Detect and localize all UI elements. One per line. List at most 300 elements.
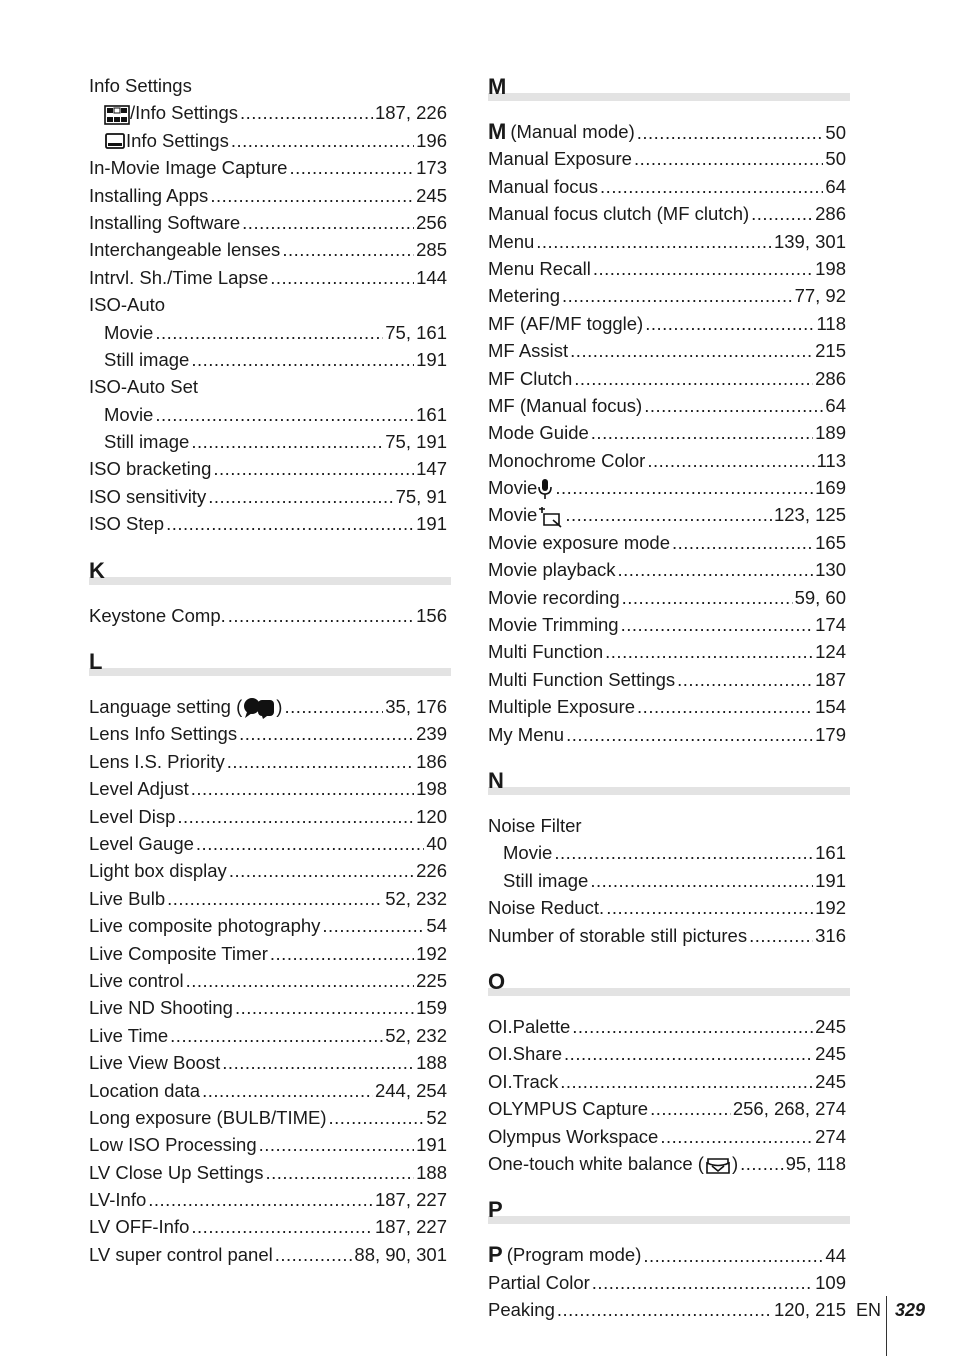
index-entry — [488, 1150, 846, 1177]
entry-label: Intrvl. Sh./Time Lapse — [89, 266, 269, 288]
leader-dots — [677, 666, 813, 693]
entry-label: Level Disp — [89, 805, 176, 827]
leader-dots — [574, 365, 813, 392]
leader-dots — [227, 748, 414, 775]
leader-dots — [644, 392, 823, 419]
grid-playback-icon — [104, 99, 130, 126]
right-column — [488, 72, 846, 1323]
page-ref: 187, 227 — [374, 1216, 447, 1238]
page-ref: 187 — [815, 668, 846, 690]
page-ref: 245 — [815, 1070, 846, 1092]
section-bar — [488, 988, 850, 996]
leader-dots — [166, 510, 414, 537]
leader-dots — [222, 1049, 414, 1076]
page-ref: 88, 90, 301 — [354, 1243, 447, 1265]
entry-label: Manual Exposure — [488, 148, 632, 170]
entry-label: ISO-Auto — [89, 294, 166, 316]
page-ref: 286 — [815, 367, 846, 389]
page-ref: 244, 254 — [374, 1079, 447, 1101]
leader-dots — [322, 912, 424, 939]
leader-dots — [202, 1077, 373, 1104]
leader-dots — [228, 602, 414, 629]
entry-label: Lens Info Settings — [89, 723, 238, 745]
entry-label: Low ISO Processing — [89, 1134, 257, 1156]
entry-label: Level Adjust — [89, 778, 189, 800]
entry-label: Live Time — [89, 1024, 169, 1046]
index-entry — [488, 419, 846, 446]
page-ref: 186 — [416, 750, 447, 772]
page-ref: 95, 118 — [785, 1152, 846, 1174]
page-ref: 124 — [815, 641, 846, 663]
leader-dots — [554, 839, 813, 866]
index-entry — [488, 392, 846, 419]
index-entry — [89, 1104, 447, 1131]
page-ref: 59, 60 — [794, 586, 846, 608]
index-entry — [488, 474, 846, 501]
leader-dots — [647, 447, 814, 474]
leader-dots — [621, 611, 814, 638]
index-entry — [488, 922, 846, 949]
section-letter: M — [488, 74, 507, 99]
entry-label: Movie Trimming — [488, 614, 619, 636]
index-entry — [488, 255, 846, 282]
page-ref: 169 — [815, 477, 846, 499]
index-entry — [488, 812, 846, 839]
entry-label: LV Close Up Settings — [89, 1161, 264, 1183]
leader-dots — [235, 994, 414, 1021]
entry-label: Multi Function Settings — [488, 668, 676, 690]
section-header — [488, 766, 846, 802]
index-entry — [89, 264, 447, 291]
index-entry — [89, 830, 447, 857]
page-ref: 274 — [815, 1125, 846, 1147]
entry-label: Multiple Exposure — [488, 696, 636, 718]
index-entry — [89, 857, 447, 884]
page-ref: 44 — [825, 1245, 846, 1267]
index-entry — [89, 803, 447, 830]
index-entry — [488, 1241, 846, 1268]
index-entry — [89, 1241, 447, 1268]
entry-label: MF (Manual focus) — [488, 394, 643, 416]
page-ref: 52, 232 — [385, 1024, 447, 1046]
index-entry — [89, 720, 447, 747]
page-ref: 174 — [815, 614, 846, 636]
leader-dots — [270, 264, 414, 291]
leader-dots — [590, 867, 813, 894]
index-entry — [488, 1040, 846, 1067]
entry-label: Multi Function — [488, 641, 604, 663]
entry-label: Olympus Workspace — [488, 1125, 659, 1147]
leader-dots — [643, 1242, 823, 1269]
leader-dots — [265, 1159, 414, 1186]
index-entry — [89, 401, 447, 428]
index-entry — [89, 1213, 447, 1240]
leader-dots — [289, 154, 414, 181]
entry-label: OI.Share — [488, 1043, 563, 1065]
footer-language: EN — [856, 1300, 882, 1320]
leader-dots — [196, 830, 425, 857]
section-header — [89, 556, 447, 592]
index-entry — [89, 455, 447, 482]
entry-label: Mode Guide — [488, 422, 589, 444]
page-ref: 123, 125 — [773, 504, 846, 526]
leader-dots — [634, 145, 823, 172]
page-ref: 77, 92 — [794, 285, 846, 307]
leader-dots — [177, 803, 414, 830]
entry-suffix: ) — [731, 1152, 739, 1174]
index-entry — [89, 99, 447, 126]
page-ref: 187, 227 — [374, 1189, 447, 1211]
leader-dots — [155, 319, 383, 346]
language-icon — [242, 693, 276, 720]
leader-dots — [284, 693, 383, 720]
entry-label: ISO sensitivity — [89, 485, 207, 507]
entry-label: Movie exposure mode — [488, 531, 671, 553]
entry-label: Number of storable still pictures — [488, 924, 748, 946]
index-entry — [89, 1159, 447, 1186]
footer-divider — [886, 1296, 887, 1356]
section-bar — [488, 787, 850, 795]
leader-dots — [566, 721, 813, 748]
page-ref: 64 — [825, 175, 846, 197]
leader-dots — [270, 940, 414, 967]
leader-dots — [191, 428, 383, 455]
index-entry — [89, 510, 447, 537]
page-ref: 50 — [825, 122, 846, 143]
leader-dots — [186, 967, 415, 994]
page-ref: 191 — [416, 513, 447, 535]
leader-dots — [229, 857, 414, 884]
section-header — [488, 1195, 846, 1231]
leader-dots — [564, 1040, 813, 1067]
entry-label: MF Clutch — [488, 367, 573, 389]
index-entry — [488, 556, 846, 583]
leader-dots — [282, 236, 414, 263]
index-entry — [488, 894, 846, 921]
page-ref: 75, 91 — [395, 485, 447, 507]
leader-dots — [536, 228, 772, 255]
page-ref: 245 — [416, 184, 447, 206]
page-ref: 316 — [815, 924, 846, 946]
entry-label: LV super control panel — [89, 1243, 273, 1265]
leader-dots — [645, 310, 814, 337]
index-entry — [89, 346, 447, 373]
leader-dots — [275, 1241, 353, 1268]
page-ref: 188 — [416, 1052, 447, 1074]
entry-label: Live Composite Timer — [89, 942, 268, 964]
entry-label: (Program mode) — [506, 1244, 642, 1266]
section-header — [488, 967, 846, 1003]
entry-label: Menu — [488, 230, 535, 252]
leader-dots — [231, 127, 414, 154]
entry-label: Still image — [104, 431, 190, 453]
entry-label: Still image — [503, 869, 589, 891]
page-ref: 256 — [416, 211, 447, 233]
section-letter: P — [488, 1197, 503, 1223]
entry-label: Keystone Comp. — [89, 604, 226, 626]
leader-dots — [637, 693, 813, 720]
leader-dots — [618, 556, 814, 583]
index-entry — [488, 721, 846, 748]
leader-dots — [572, 1013, 813, 1040]
page-ref: 50 — [825, 148, 846, 170]
entry-label: OI.Palette — [488, 1015, 571, 1037]
leader-dots — [600, 173, 823, 200]
page-ref: 226 — [416, 860, 447, 882]
index-entry — [488, 501, 846, 528]
index-entry — [89, 748, 447, 775]
entry-label: Noise Filter — [488, 814, 582, 836]
index-entry — [488, 1123, 846, 1150]
page-ref: 35, 176 — [385, 696, 447, 718]
index-entry — [89, 1186, 447, 1213]
index-entry — [488, 282, 846, 309]
page-ref: 161 — [416, 403, 447, 425]
entry-label: Level Gauge — [89, 832, 194, 854]
white-balance-icon — [704, 1150, 732, 1177]
entry-label: Movie — [104, 321, 154, 343]
index-entry — [89, 127, 447, 154]
index-entry — [488, 200, 846, 227]
leader-dots — [170, 1022, 383, 1049]
page-ref: 120 — [416, 805, 447, 827]
leader-dots — [749, 922, 813, 949]
page-ref: 239 — [416, 723, 447, 745]
entry-label: MF (AF/MF toggle) — [488, 312, 644, 334]
entry-label: Movie recording — [488, 586, 620, 608]
leader-dots — [570, 337, 813, 364]
leader-dots — [167, 885, 383, 912]
entry-label: Manual focus — [488, 175, 599, 197]
entry-label: Metering — [488, 285, 560, 307]
entry-suffix: ) — [276, 696, 283, 718]
leader-dots — [560, 1068, 813, 1095]
leader-dots — [191, 1213, 373, 1240]
page-ref: 179 — [815, 723, 846, 745]
page-ref: 52, 232 — [385, 887, 447, 909]
page-ref: 285 — [416, 239, 447, 261]
entry-label: Partial Color — [488, 1271, 590, 1293]
page-ref: 75, 191 — [385, 431, 447, 453]
page-ref: 286 — [815, 203, 846, 225]
movie-effect-icon — [537, 501, 563, 528]
entry-label: MF Assist — [488, 340, 569, 362]
index-entry — [488, 584, 846, 611]
page-ref: 130 — [815, 559, 846, 581]
page-ref: 144 — [416, 266, 447, 288]
entry-label: Movie — [503, 842, 553, 864]
section-bar — [89, 577, 451, 585]
index-entry — [488, 839, 846, 866]
index-entry — [488, 638, 846, 665]
leader-dots — [239, 720, 414, 747]
entry-label: Location data — [89, 1079, 201, 1101]
index-entry — [488, 1095, 846, 1122]
index-entry — [488, 447, 846, 474]
index-entry — [488, 365, 846, 392]
index-entry — [89, 885, 447, 912]
index-entry — [89, 182, 447, 209]
index-entry — [488, 867, 846, 894]
section-header — [89, 647, 447, 683]
entry-label: Movie — [488, 504, 538, 526]
entry-label: Noise Reduct. — [488, 897, 605, 919]
entry-label: LV OFF-Info — [89, 1216, 190, 1238]
index-entry — [488, 611, 846, 638]
entry-label: Live ND Shooting — [89, 997, 233, 1019]
mode-letter: P — [488, 1242, 503, 1268]
index-entry — [89, 775, 447, 802]
entry-label: Interchangeable lenses — [89, 239, 281, 261]
entry-label: Live control — [89, 969, 184, 991]
index-entry — [488, 529, 846, 556]
section-bar — [488, 93, 850, 101]
entry-label: Movie — [104, 403, 154, 425]
leader-dots — [592, 1269, 813, 1296]
section-bar — [488, 1216, 850, 1224]
section-letter: K — [89, 557, 105, 583]
page-ref: 256, 268, 274 — [732, 1098, 846, 1120]
section-letter: N — [488, 767, 504, 793]
entry-label: Light box display — [89, 860, 227, 882]
leader-dots — [650, 1095, 731, 1122]
entry-label: OLYMPUS Capture — [488, 1098, 649, 1120]
entry-label: LV-Info — [89, 1189, 147, 1211]
page-ref: 215 — [815, 340, 846, 362]
index-entry — [89, 1077, 447, 1104]
section-bar — [89, 668, 451, 676]
entry-label: Installing Software — [89, 211, 241, 233]
index-entry — [488, 693, 846, 720]
index-entry — [89, 602, 447, 629]
left-column — [89, 72, 447, 1268]
index-entry — [89, 1049, 447, 1076]
page-ref: 245 — [815, 1015, 846, 1037]
index-entry — [89, 236, 447, 263]
index-entry — [488, 1269, 846, 1296]
page-ref: 139, 301 — [773, 230, 846, 252]
leader-dots — [751, 200, 813, 227]
index-entry — [89, 940, 447, 967]
page-ref: 159 — [416, 997, 447, 1019]
entry-label: Info Settings — [126, 129, 229, 151]
entry-label: Movie playback — [488, 559, 616, 581]
entry-label: Peaking — [488, 1299, 555, 1321]
entry-label: Live composite photography — [89, 915, 321, 937]
page-ref: 196 — [416, 129, 447, 151]
index-entry — [488, 228, 846, 255]
section-letter: O — [488, 968, 506, 994]
leader-dots — [622, 584, 793, 611]
page-ref: 64 — [825, 394, 846, 416]
leader-dots — [259, 1131, 415, 1158]
leader-dots — [242, 209, 414, 236]
entry-label: /Info Settings — [130, 102, 238, 124]
index-entry — [488, 118, 846, 145]
index-entry — [488, 1296, 846, 1323]
microphone-icon — [537, 474, 553, 501]
page-ref: 118 — [816, 312, 846, 334]
page-ref: 40 — [426, 832, 447, 854]
leader-dots — [740, 1150, 784, 1177]
entry-label: Long exposure (BULB/TIME) — [89, 1106, 327, 1128]
page-ref: 109 — [815, 1271, 846, 1293]
leader-dots — [329, 1104, 425, 1131]
page-number: 329 — [895, 1300, 926, 1320]
entry-label: Language setting ( — [89, 696, 243, 718]
mode-letter: M — [488, 119, 507, 144]
page-ref: 147 — [416, 458, 447, 480]
leader-dots — [210, 182, 414, 209]
page-ref: 165 — [815, 531, 846, 553]
leader-dots — [606, 894, 813, 921]
index-entry — [89, 693, 447, 720]
index-entry — [89, 319, 447, 346]
page-ref: 54 — [426, 915, 447, 937]
leader-dots — [591, 419, 813, 446]
monitor-icon — [104, 127, 126, 154]
leader-dots — [660, 1123, 813, 1150]
leader-dots — [240, 99, 373, 126]
index-entry — [89, 291, 447, 318]
leader-dots — [148, 1186, 373, 1213]
index-entry — [488, 337, 846, 364]
index-entry — [89, 154, 447, 181]
index-entry — [89, 1131, 447, 1158]
index-entry — [89, 373, 447, 400]
entry-label: Movie — [488, 477, 538, 499]
entry-label: In-Movie Image Capture — [89, 157, 288, 179]
page-ref: 113 — [816, 449, 846, 471]
index-entry — [488, 310, 846, 337]
page-ref: 191 — [815, 869, 846, 891]
leader-dots — [672, 529, 813, 556]
entry-label: Menu Recall — [488, 257, 591, 279]
page-ref: 198 — [416, 778, 447, 800]
entry-label: (Manual mode) — [510, 121, 635, 142]
entry-label: Installing Apps — [89, 184, 209, 206]
leader-dots — [593, 255, 813, 282]
leader-dots — [605, 638, 813, 665]
index-entry — [89, 967, 447, 994]
entry-label: My Menu — [488, 723, 565, 745]
index-entry — [488, 1068, 846, 1095]
index-entry — [488, 666, 846, 693]
index-entry — [89, 72, 447, 99]
page-ref: 225 — [416, 969, 447, 991]
leader-dots — [155, 401, 414, 428]
leader-dots — [555, 474, 813, 501]
page-ref: 189 — [815, 422, 846, 444]
leader-dots — [191, 346, 414, 373]
entry-label: Live View Boost — [89, 1052, 221, 1074]
page-ref: 173 — [416, 157, 447, 179]
index-entry — [488, 145, 846, 172]
page-ref: 156 — [416, 604, 447, 626]
index-entry — [488, 173, 846, 200]
index-entry — [89, 994, 447, 1021]
index-entry — [89, 209, 447, 236]
index-entry — [89, 483, 447, 510]
index-entry — [89, 912, 447, 939]
leader-dots — [562, 282, 793, 309]
page-ref: 191 — [416, 1134, 447, 1156]
entry-label: ISO Step — [89, 513, 165, 535]
page-ref: 161 — [815, 842, 846, 864]
page-ref: 191 — [416, 348, 447, 370]
section-header — [488, 72, 846, 108]
entry-label: ISO bracketing — [89, 458, 212, 480]
